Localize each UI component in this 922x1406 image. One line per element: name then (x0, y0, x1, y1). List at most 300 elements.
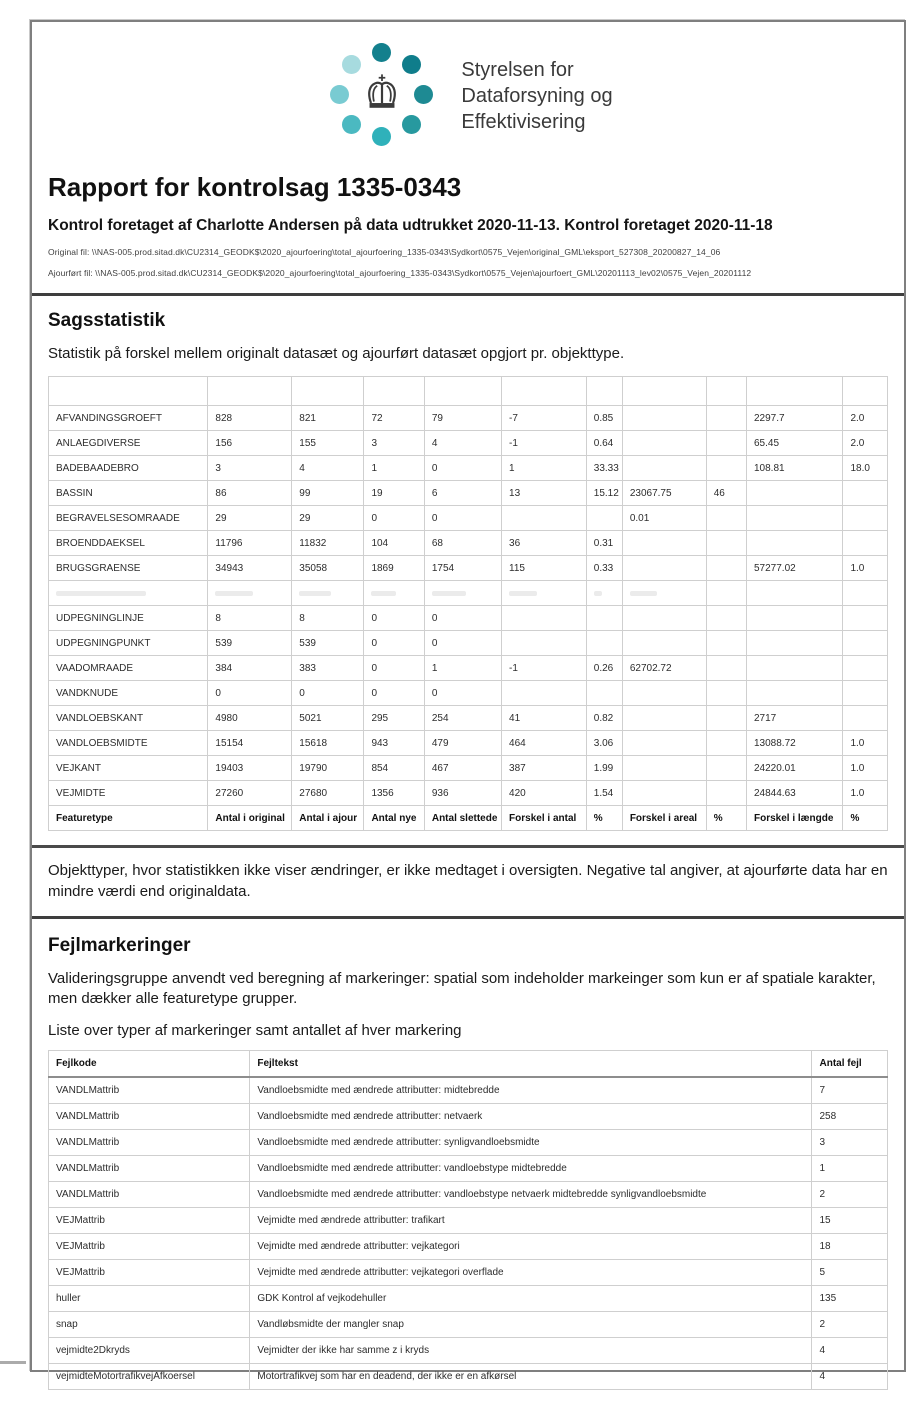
table-cell: 1.0 (843, 556, 888, 581)
table-cell: snap (49, 1311, 250, 1337)
control-summary: Kontrol foretaget af Charlotte Andersen på data udtrukket 2020-11-13. Kontrol foretaget 2020-11-18 (48, 217, 773, 234)
original-file-path: Original fil: \\NAS-005.prod.sitad.dk\CU2314_GEODK$\2020_ajourfoering\total_ajourfoering_1335-0343\Sydkort\0575_Vejen\original_GML\eksport_527308_20200827_14_06 (48, 247, 721, 257)
table-cell: 1356 (364, 781, 424, 806)
section-note (32, 845, 904, 916)
report-header (32, 22, 904, 293)
table-cell (622, 456, 706, 481)
table-cell: vejmidteMotortrafikvejAfkoersel (49, 1363, 250, 1389)
table-cell: 467 (424, 756, 501, 781)
table-cell: 29 (292, 506, 364, 531)
table-row (49, 1233, 888, 1259)
table-cell: VANDLMattrib (49, 1077, 250, 1103)
table-cell (208, 581, 292, 606)
table-cell (843, 581, 888, 606)
agency-name-line: Effektivisering (461, 111, 586, 133)
table-cell: 15.12 (586, 481, 622, 506)
table-cell (622, 531, 706, 556)
table-cell: 4 (812, 1363, 888, 1389)
table-cell: 68 (424, 531, 501, 556)
table-cell: 62702.72 (622, 656, 706, 681)
table-cell: 7 (812, 1077, 888, 1103)
table-cell: 539 (292, 631, 364, 656)
table-cell (586, 581, 622, 606)
agency-name (461, 57, 612, 135)
table-cell: VANDLOEBSKANT (49, 706, 208, 731)
table-cell: Vandløbsmidte der mangler snap (250, 1311, 812, 1337)
table-cell: 46 (706, 481, 746, 506)
table-cell: -1 (502, 656, 587, 681)
table-cell: 8 (208, 606, 292, 631)
table-cell: 0 (208, 681, 292, 706)
table-row (49, 681, 888, 706)
fejlmarkeringer-description: Valideringsgruppe anvendt ved beregning af markeringer: spatial som indeholder markeinger som kun er af spatiale karakter, men dækker alle featuretype grupper. (48, 969, 876, 1007)
table-cell (706, 406, 746, 431)
table-row (49, 556, 888, 581)
table-cell: huller (49, 1285, 250, 1311)
table-cell: VANDKNUDE (49, 681, 208, 706)
table-cell: 936 (424, 781, 501, 806)
table-cell: 0.82 (586, 706, 622, 731)
table-cell: 34943 (208, 556, 292, 581)
table-cell (706, 506, 746, 531)
table-cell: GDK Kontrol af vejkodehuller (250, 1285, 812, 1311)
table-cell: 1869 (364, 556, 424, 581)
table-cell: 1.54 (586, 781, 622, 806)
table-cell: 821 (292, 406, 364, 431)
agency-name-line: Styrelsen for (461, 59, 574, 81)
table-cell: Forskel i antal (502, 806, 587, 831)
table-cell (746, 531, 842, 556)
table-cell: VEJMattrib (49, 1207, 250, 1233)
table-cell: Vandloebsmidte med ændrede attributter: netvaerk (250, 1103, 812, 1129)
table-cell: 4 (292, 456, 364, 481)
table-cell (622, 606, 706, 631)
table-cell: 19 (364, 481, 424, 506)
table-cell (706, 606, 746, 631)
table-cell: 79 (424, 406, 501, 431)
table-cell: % (843, 806, 888, 831)
table-cell (706, 756, 746, 781)
table-cell: 0 (424, 506, 501, 531)
table-cell: -1 (502, 431, 587, 456)
sagsstatistik-table (48, 376, 888, 831)
table-cell: 5 (812, 1259, 888, 1285)
page-edge-artifact (0, 1361, 26, 1364)
logo-dot (414, 85, 433, 104)
table-cell: 1.0 (843, 731, 888, 756)
table-cell: 15618 (292, 731, 364, 756)
table-cell (843, 481, 888, 506)
table-cell: 27260 (208, 781, 292, 806)
table-row (49, 1311, 888, 1337)
table-cell (622, 556, 706, 581)
table-cell (746, 581, 842, 606)
table-cell: 0.26 (586, 656, 622, 681)
table-cell (586, 631, 622, 656)
table-cell (502, 681, 587, 706)
table-cell: % (706, 806, 746, 831)
table-cell: 0.01 (622, 506, 706, 531)
table-cell: 4 (812, 1337, 888, 1363)
table-cell (424, 377, 501, 406)
table-cell (502, 606, 587, 631)
table-cell: 0 (364, 656, 424, 681)
table-cell: AFVANDINGSGROEFT (49, 406, 208, 431)
table-cell: 0 (424, 631, 501, 656)
table-cell: VEJMattrib (49, 1259, 250, 1285)
table-cell: Vejmidter der ikke har samme z i kryds (250, 1337, 812, 1363)
table-cell: 1 (364, 456, 424, 481)
table-cell: 3 (812, 1129, 888, 1155)
table-cell: 0.31 (586, 531, 622, 556)
table-cell (622, 781, 706, 806)
table-cell: 828 (208, 406, 292, 431)
table-cell: 2.0 (843, 406, 888, 431)
table-row (49, 806, 888, 831)
table-cell: Vandloebsmidte med ændrede attributter: vandloebstype midtebredde (250, 1155, 812, 1181)
table-cell: 4980 (208, 706, 292, 731)
logo-dot (402, 115, 421, 134)
table-cell (843, 631, 888, 656)
section-fejlmarkeringer (32, 916, 904, 1406)
table-cell: 254 (424, 706, 501, 731)
table-cell: 108.81 (746, 456, 842, 481)
logo-dot (402, 55, 421, 74)
table-cell: Vejmidte med ændrede attributter: vejkategori overflade (250, 1259, 812, 1285)
table-cell: VANDLMattrib (49, 1181, 250, 1207)
table-cell (706, 781, 746, 806)
table-cell: vejmidte2Dkryds (49, 1337, 250, 1363)
table-cell (208, 377, 292, 406)
table-row (49, 377, 888, 406)
table-row (49, 1129, 888, 1155)
table-cell: 33.33 (586, 456, 622, 481)
table-cell: 11832 (292, 531, 364, 556)
table-row (49, 1285, 888, 1311)
table-cell (622, 377, 706, 406)
table-cell: 1 (424, 656, 501, 681)
updated-file-path: Ajourført fil: \\NAS-005.prod.sitad.dk\CU2314_GEODK$\2020_ajourfoering\total_ajourfoering_1335-0343\Sydkort\0575_Vejen\ajourfoert_GML\20201113_lev02\0575_Vejen_20201112 (48, 268, 752, 278)
table-row (49, 1259, 888, 1285)
table-cell: VEJMattrib (49, 1233, 250, 1259)
table-cell: Vejmidte med ændrede attributter: vejkategori (250, 1233, 812, 1259)
sagsstatistik-intro: Statistik på forskel mellem originalt datasæt og ajourført datasæt opgjort pr. objekttype. (48, 345, 625, 362)
table-cell: VAADOMRAADE (49, 656, 208, 681)
table-cell (843, 681, 888, 706)
table-cell: 15154 (208, 731, 292, 756)
table-cell (622, 706, 706, 731)
table-row (49, 481, 888, 506)
table-cell: 99 (292, 481, 364, 506)
sagsstatistik-heading: Sagsstatistik (48, 310, 166, 331)
table-cell: 479 (424, 731, 501, 756)
fejlmarkeringer-table (48, 1050, 888, 1390)
table-cell: 295 (364, 706, 424, 731)
table-row (49, 581, 888, 606)
table-row (49, 1207, 888, 1233)
table-cell: 2.0 (843, 431, 888, 456)
table-cell: 36 (502, 531, 587, 556)
table-header-row (49, 1050, 888, 1077)
table-cell: 2717 (746, 706, 842, 731)
statistics-note: Objekttyper, hvor statistikken ikke viser ændringer, er ikke medtaget i oversigten. Negative tal angiver, at ajourførte data har en mindre værdi end originaldata. (48, 862, 888, 900)
table-cell: 65.45 (746, 431, 842, 456)
table-cell: 41 (502, 706, 587, 731)
table-cell: Vandloebsmidte med ændrede attributter: midtebredde (250, 1077, 812, 1103)
table-cell: Vejmidte med ændrede attributter: trafikart (250, 1207, 812, 1233)
table-cell: 23067.75 (622, 481, 706, 506)
table-cell: 2 (812, 1181, 888, 1207)
table-cell (622, 631, 706, 656)
page-title: Rapport for kontrolsag 1335-0343 (48, 172, 462, 202)
table-cell: 258 (812, 1103, 888, 1129)
table-cell: 383 (292, 656, 364, 681)
table-cell: Forskel i længde (746, 806, 842, 831)
table-cell: 0 (364, 506, 424, 531)
table-cell (292, 581, 364, 606)
table-cell (706, 656, 746, 681)
table-cell (746, 506, 842, 531)
table-cell: 5021 (292, 706, 364, 731)
section-sagsstatistik (32, 293, 904, 845)
table-cell: 6 (424, 481, 501, 506)
table-cell: 854 (364, 756, 424, 781)
table-cell: 0 (424, 681, 501, 706)
table-row (49, 431, 888, 456)
table-cell: 35058 (292, 556, 364, 581)
table-cell: BEGRAVELSESOMRAADE (49, 506, 208, 531)
table-cell: 1.99 (586, 756, 622, 781)
table-cell (706, 681, 746, 706)
table-cell: 86 (208, 481, 292, 506)
table-cell (843, 506, 888, 531)
table-cell: 0 (364, 606, 424, 631)
table-cell: VEJMIDTE (49, 781, 208, 806)
logo-dot (342, 55, 361, 74)
table-cell (502, 506, 587, 531)
column-header-antal-fejl: Antal fejl (812, 1050, 888, 1077)
table-row (49, 1181, 888, 1207)
table-cell: 464 (502, 731, 587, 756)
table-cell: BROENDDAEKSEL (49, 531, 208, 556)
table-cell: 18 (812, 1233, 888, 1259)
table-cell (622, 681, 706, 706)
table-cell (706, 456, 746, 481)
table-cell: 943 (364, 731, 424, 756)
agency-name-line: Dataforsyning og (461, 85, 613, 107)
table-cell: 18.0 (843, 456, 888, 481)
table-row (49, 756, 888, 781)
logo-dot (372, 127, 391, 146)
table-cell (706, 431, 746, 456)
table-cell: 19403 (208, 756, 292, 781)
table-cell: 2 (812, 1311, 888, 1337)
table-cell: Vandloebsmidte med ændrede attributter: vandloebstype netvaerk midtebredde synligvandloebsmidte (250, 1181, 812, 1207)
table-cell (843, 656, 888, 681)
logo-dot (372, 43, 391, 62)
logo-dot (330, 85, 349, 104)
column-header-fejlkode: Fejlkode (49, 1050, 250, 1077)
table-cell: Antal slettede (424, 806, 501, 831)
table-cell (364, 581, 424, 606)
table-cell (502, 377, 587, 406)
table-cell: 24844.63 (746, 781, 842, 806)
table-cell: Forskel i areal (622, 806, 706, 831)
table-cell: Featuretype (49, 806, 208, 831)
table-cell: VANDLMattrib (49, 1155, 250, 1181)
table-cell (502, 631, 587, 656)
table-cell (49, 377, 208, 406)
table-cell (622, 756, 706, 781)
table-cell (622, 731, 706, 756)
table-cell: VANDLMattrib (49, 1103, 250, 1129)
table-cell: 1 (812, 1155, 888, 1181)
fejlmarkeringer-heading: Fejlmarkeringer (48, 934, 191, 956)
table-cell: % (586, 806, 622, 831)
table-cell (586, 606, 622, 631)
table-cell: BADEBAADEBRO (49, 456, 208, 481)
table-row (49, 706, 888, 731)
table-cell: VEJKANT (49, 756, 208, 781)
table-row (49, 1103, 888, 1129)
table-row (49, 506, 888, 531)
table-cell: 15 (812, 1207, 888, 1233)
crown-icon (360, 73, 404, 120)
table-cell: 13 (502, 481, 587, 506)
logo-dots (323, 36, 441, 156)
table-cell: Motortrafikvej som har en deadend, der ikke er en afkørsel (250, 1363, 812, 1389)
table-cell: 420 (502, 781, 587, 806)
table-cell: 104 (364, 531, 424, 556)
table-cell (746, 606, 842, 631)
table-cell (292, 377, 364, 406)
table-cell (746, 631, 842, 656)
table-row (49, 1363, 888, 1389)
table-cell (424, 581, 501, 606)
table-cell: 0 (424, 606, 501, 631)
table-cell (843, 706, 888, 731)
agency-logo (48, 32, 888, 162)
table-row (49, 531, 888, 556)
table-cell: 0.85 (586, 406, 622, 431)
table-row (49, 456, 888, 481)
table-cell (843, 531, 888, 556)
table-cell: 29 (208, 506, 292, 531)
table-cell (586, 506, 622, 531)
table-cell: 27680 (292, 781, 364, 806)
table-cell: 0.64 (586, 431, 622, 456)
table-row (49, 631, 888, 656)
table-cell: ANLAEGDIVERSE (49, 431, 208, 456)
fejlmarkeringer-table-body (49, 1077, 888, 1389)
table-cell: 3 (364, 431, 424, 456)
logo-dot (342, 115, 361, 134)
table-cell: 384 (208, 656, 292, 681)
table-cell: 0 (424, 456, 501, 481)
fejlmarkeringer-list-intro: Liste over typer af markeringer samt antallet af hver markering (48, 1022, 462, 1040)
table-cell (586, 377, 622, 406)
table-cell: 8 (292, 606, 364, 631)
table-cell: 1.0 (843, 781, 888, 806)
table-row (49, 1155, 888, 1181)
table-row (49, 406, 888, 431)
table-cell: 539 (208, 631, 292, 656)
table-row (49, 1337, 888, 1363)
table-row (49, 606, 888, 631)
table-cell: 155 (292, 431, 364, 456)
table-row (49, 731, 888, 756)
table-cell: 1.0 (843, 756, 888, 781)
table-cell: 0 (292, 681, 364, 706)
table-cell (706, 531, 746, 556)
table-row (49, 656, 888, 681)
table-cell (843, 377, 888, 406)
table-cell: Antal i original (208, 806, 292, 831)
table-cell: 4 (424, 431, 501, 456)
table-cell (706, 706, 746, 731)
table-cell (502, 581, 587, 606)
table-cell: 2297.7 (746, 406, 842, 431)
table-cell: 387 (502, 756, 587, 781)
table-cell: Antal i ajour (292, 806, 364, 831)
table-cell (843, 606, 888, 631)
table-cell: 57277.02 (746, 556, 842, 581)
report-page (30, 20, 906, 1382)
table-cell: 135 (812, 1285, 888, 1311)
table-cell (706, 731, 746, 756)
table-cell: 0.33 (586, 556, 622, 581)
table-cell (746, 377, 842, 406)
table-cell: BASSIN (49, 481, 208, 506)
table-cell (746, 681, 842, 706)
table-cell (706, 581, 746, 606)
table-cell: 115 (502, 556, 587, 581)
table-cell: VANDLOEBSMIDTE (49, 731, 208, 756)
table-row (49, 1077, 888, 1103)
table-cell (746, 656, 842, 681)
table-row (49, 781, 888, 806)
table-cell (746, 481, 842, 506)
table-cell: 1754 (424, 556, 501, 581)
table-cell (364, 377, 424, 406)
table-cell (622, 406, 706, 431)
table-cell: 156 (208, 431, 292, 456)
table-cell (706, 631, 746, 656)
table-cell: Antal nye (364, 806, 424, 831)
table-cell: 19790 (292, 756, 364, 781)
table-cell: VANDLMattrib (49, 1129, 250, 1155)
table-cell (622, 581, 706, 606)
table-cell (49, 581, 208, 606)
table-cell: 0 (364, 681, 424, 706)
table-cell: UDPEGNINGPUNKT (49, 631, 208, 656)
table-cell (622, 431, 706, 456)
table-cell: 13088.72 (746, 731, 842, 756)
table-cell: 3.06 (586, 731, 622, 756)
table-cell: 0 (364, 631, 424, 656)
table-cell (706, 556, 746, 581)
table-cell: 3 (208, 456, 292, 481)
table-cell: -7 (502, 406, 587, 431)
table-cell: 72 (364, 406, 424, 431)
sagsstatistik-table-body (49, 377, 888, 831)
table-cell (706, 377, 746, 406)
table-cell: Vandloebsmidte med ændrede attributter: synligvandloebsmidte (250, 1129, 812, 1155)
table-cell: 1 (502, 456, 587, 481)
table-cell: BRUGSGRAENSE (49, 556, 208, 581)
table-cell: 11796 (208, 531, 292, 556)
table-cell (586, 681, 622, 706)
